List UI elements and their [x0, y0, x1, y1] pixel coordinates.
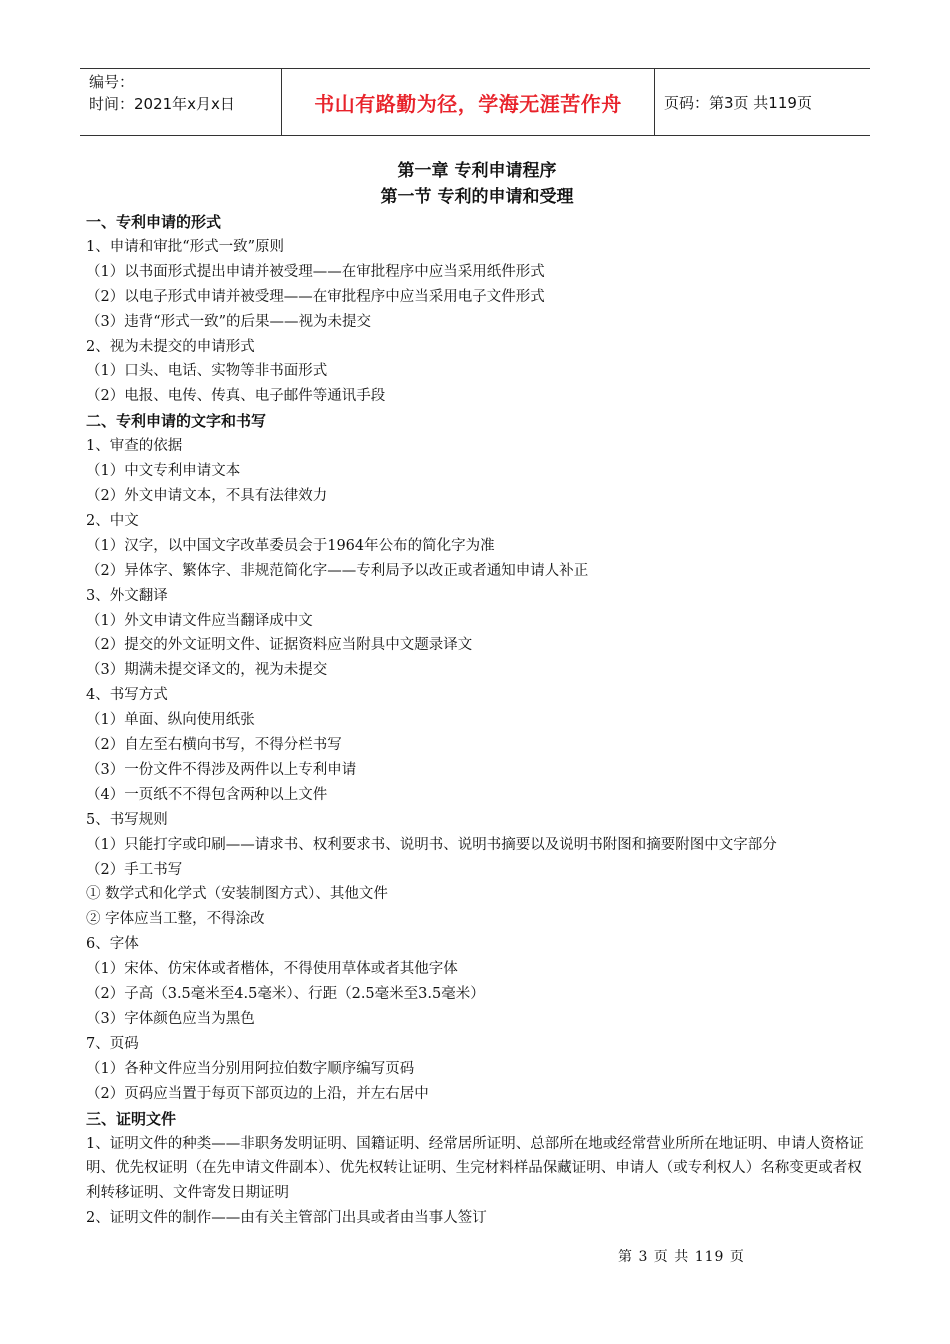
- content-line: （2）自左至右横向书写，不得分栏书写: [86, 737, 342, 754]
- content-line: 2、证明文件的制作——由有关主管部门出具或者由当事人签订: [86, 1210, 487, 1227]
- content-line: （2）手工书写: [86, 861, 183, 878]
- content-line: ① 数学式和化学式（安装制图方式）、其他文件: [86, 886, 388, 903]
- content-line: （2）页码应当置于每页下部页边的上沿，并左右居中: [86, 1085, 429, 1102]
- content-line: （2）外文申请文本，不具有法律效力: [86, 487, 328, 504]
- content-line: （2）异体字、繁体字、非规范简化字——专利局予以改正或者通知申请人补正: [86, 562, 589, 579]
- content-line: （1）单面、纵向使用纸张: [86, 712, 255, 729]
- header-page-cell: [655, 69, 870, 135]
- document-body: [86, 158, 876, 1231]
- content-line: 1、证明文件的种类——非职务发明证明、国籍证明、经常居所证明、总部所在地或经常营业所所在地证明、申请人资格证明、优先权证明（在先申请文件副本）、优先权转让证明、生完材料样品保藏证明、申请人（或专利权人）名称变更或者权利转移证明、文件寄发日期证明: [86, 1135, 864, 1202]
- page-header: [80, 68, 870, 136]
- content-line: 6、字体: [86, 936, 139, 953]
- content-line: （2）提交的外文证明文件、证据资料应当附具中文题录译文: [86, 637, 473, 654]
- section-heading: 二、专利申请的文字和书写: [86, 412, 267, 431]
- content-line: 4、书写方式: [86, 687, 168, 704]
- header-motto: 书山有路勤为径，学海无涯苦作舟: [314, 91, 622, 116]
- content-line: ② 字体应当工整，不得涂改: [86, 911, 265, 928]
- document-number-label: 编号：: [89, 73, 135, 91]
- content-line: （3）期满未提交译文的，视为未提交: [86, 662, 328, 679]
- content-line: 2、视为未提交的申请形式: [86, 338, 255, 355]
- header-page-number: 页码：第3页 共119页: [664, 93, 812, 112]
- content-line: 2、中文: [86, 512, 139, 529]
- content-line: （1）只能打字或印刷——请求书、权利要求书、说明书、说明书摘要以及说明书附图和摘要附图中文字部分: [86, 836, 777, 853]
- content-line: （2）电报、电传、传真、电子邮件等通讯手段: [86, 388, 386, 405]
- content-line: （3）字体颜色应当为黑色: [86, 1011, 255, 1027]
- header-meta: [80, 69, 281, 135]
- content-line: （1）各种文件应当分别用阿拉伯数字顺序编写页码: [86, 1060, 415, 1077]
- content-line: （1）外文申请文件应当翻译成中文: [86, 612, 313, 629]
- content-line: （1）以书面形式提出申请并被受理——在审批程序中应当采用纸件形式: [86, 263, 545, 280]
- content-line: 1、审查的依据: [86, 438, 183, 455]
- content-line: （1）汉字，以中国文字改革委员会于1964年公布的简化字为准: [86, 537, 495, 554]
- content-line: 3、外文翻译: [86, 587, 168, 604]
- content-line: 7、页码: [86, 1035, 139, 1052]
- section-heading: 一、专利申请的形式: [86, 213, 222, 231]
- content-line: （1）中文专利申请文本: [86, 463, 241, 480]
- content-line: （3）违背“形式一致”的后果——视为未提交: [86, 313, 372, 330]
- content-line: （4）一页纸不不得包含两种以上文件: [86, 786, 328, 803]
- content-line: 5、书写规则: [86, 811, 168, 828]
- section-title: 第一节 专利的申请和受理: [380, 187, 574, 207]
- content-line: （1）口头、电话、实物等非书面形式: [86, 363, 328, 380]
- content-line: （3）一份文件不得涉及两件以上专利申请: [86, 761, 357, 778]
- content-line: 1、申请和审批“形式一致”原则: [86, 238, 285, 255]
- document-date-label: 时间：2021年x月x日: [89, 95, 235, 113]
- header-motto-cell: [281, 69, 655, 135]
- content-lines: [86, 210, 876, 1231]
- section-heading: 三、证明文件: [86, 1109, 177, 1128]
- content-line: （2）子高（3.5毫米至4.5毫米）、行距（2.5毫米至3.5毫米）: [86, 986, 485, 1003]
- content-line: （2）以电子形式申请并被受理——在审批程序中应当采用电子文件形式: [86, 288, 545, 305]
- content-line: （1）宋体、仿宋体或者楷体，不得使用草体或者其他字体: [86, 961, 458, 978]
- page-footer: 第 3 页 共 119 页: [618, 1249, 745, 1265]
- chapter-title: 第一章 专利申请程序: [397, 161, 557, 181]
